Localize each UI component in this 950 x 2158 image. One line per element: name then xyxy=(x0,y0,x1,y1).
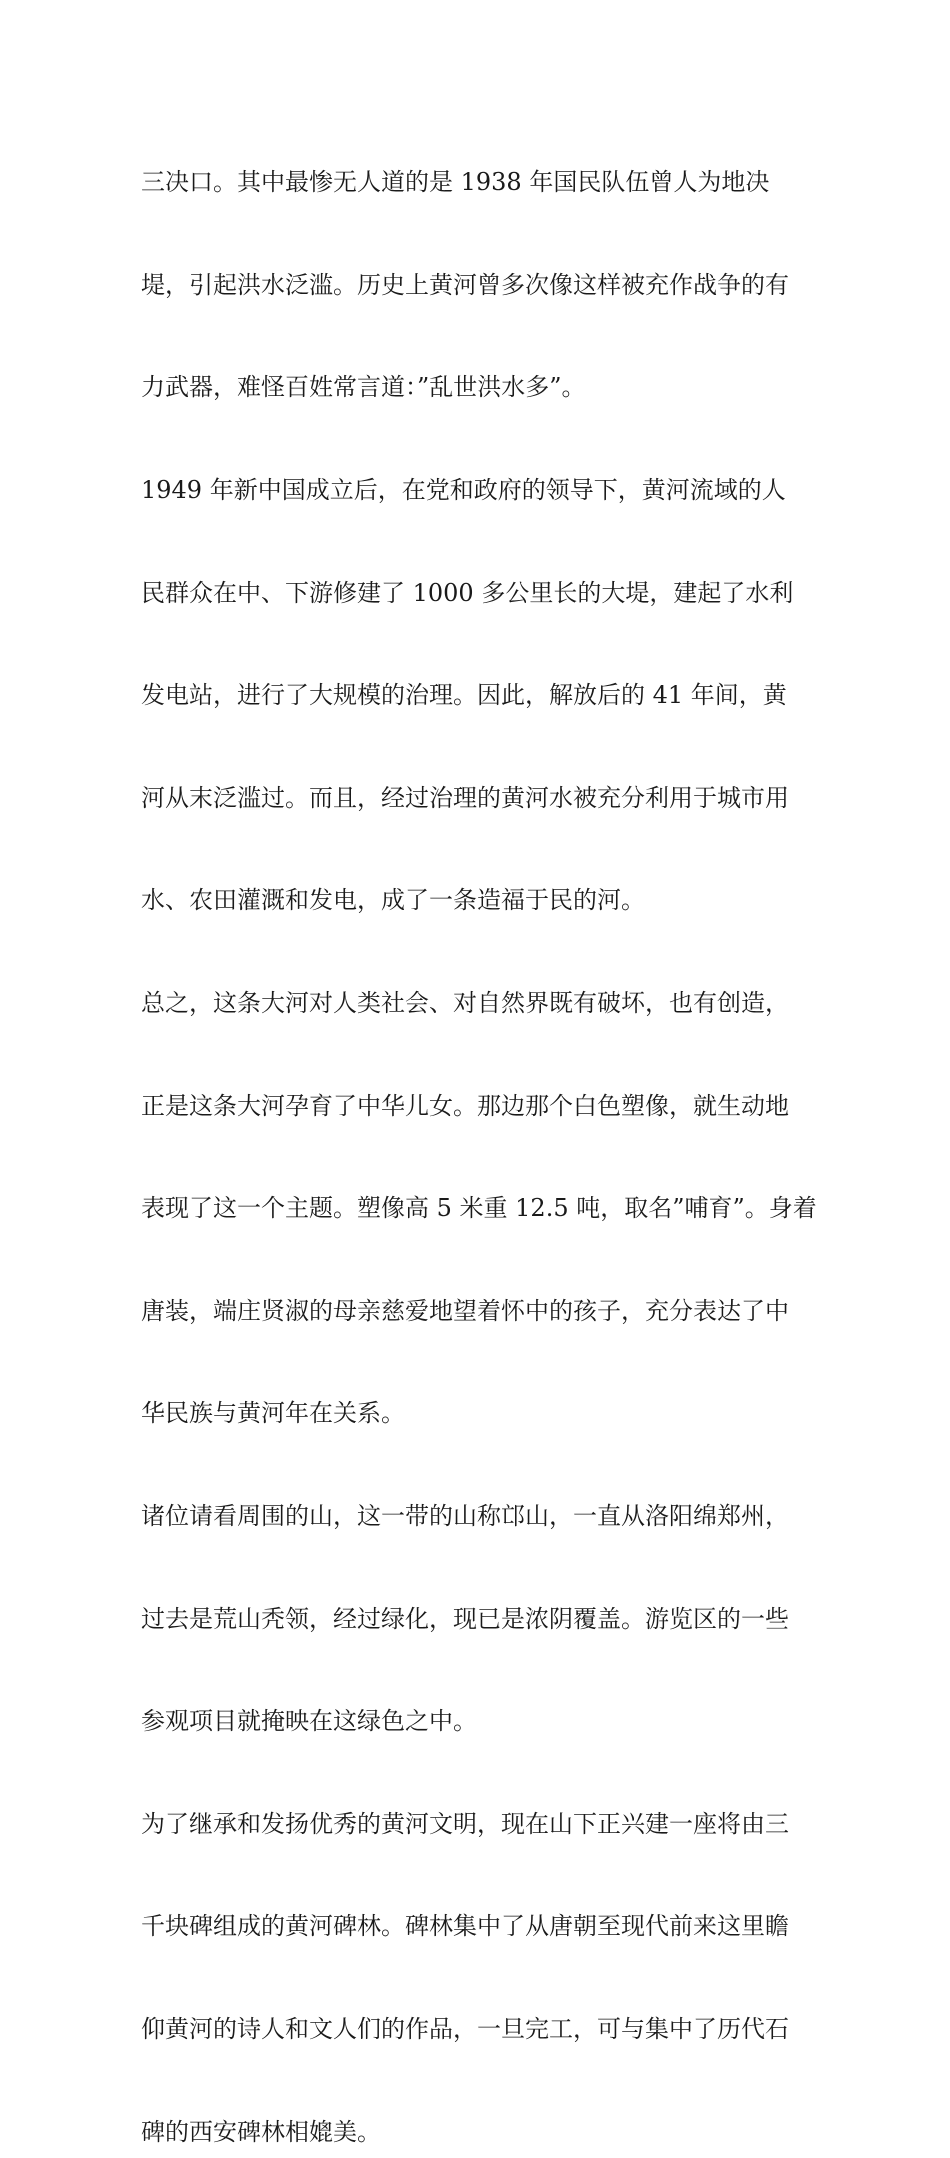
text-line: 碑的西安碑林相媲美。 xyxy=(141,2117,381,2146)
text-line: 1949 年新中国成立后，在党和政府的领导下，黄河流域的人 xyxy=(141,476,786,505)
body-text xyxy=(141,106,821,2158)
text-line: 华民族与黄河年在关系。 xyxy=(141,1399,405,1428)
text-line: 为了继承和发扬优秀的黄河文明，现在山下正兴建一座将由三 xyxy=(141,1809,789,1838)
paragraph-4 xyxy=(141,1440,821,1748)
text-line: 总之，这条大河对人类社会、对自然界既有破坏，也有创造， xyxy=(141,989,789,1018)
text-line: 仰黄河的诗人和文人们的作品，一旦完工，可与集中了历代石 xyxy=(141,2014,789,2043)
paragraph-5 xyxy=(141,1748,821,2158)
text-line: 力武器，难怪百姓常言道：”乱世洪水多”。 xyxy=(141,373,586,402)
text-line: 唐装，端庄贤淑的母亲慈爱地望着怀中的孩子，充分表达了中 xyxy=(141,1296,789,1325)
paragraph-2 xyxy=(141,414,821,927)
text-line: 千块碑组成的黄河碑林。碑林集中了从唐朝至现代前来这里瞻 xyxy=(141,1912,789,1941)
text-line: 参观项目就掩映在这绿色之中。 xyxy=(141,1707,477,1736)
text-line: 过去是荒山秃领，经过绿化，现已是浓阴覆盖。游览区的一些 xyxy=(141,1604,789,1633)
text-line: 河从末泛滥过。而且，经过治理的黄河水被充分利用于城市用 xyxy=(141,783,789,812)
paragraph-3 xyxy=(141,927,821,1440)
text-line: 发电站，进行了大规模的治理。因此，解放后的 41 年间，黄 xyxy=(141,681,787,710)
text-line: 正是这条大河孕育了中华儿女。那边那个白色塑像，就生动地 xyxy=(141,1091,789,1120)
text-line: 三决口。其中最惨无人道的是 1938 年国民队伍曾人为地决 xyxy=(141,168,770,197)
paragraph-1 xyxy=(141,106,821,414)
text-line: 民群众在中、下游修建了 1000 多公里长的大堤，建起了水利 xyxy=(141,578,794,607)
text-line: 表现了这一个主题。塑像高 5 米重 12.5 吨，取名”哺育”。身着 xyxy=(141,1194,817,1223)
text-line: 诸位请看周围的山，这一带的山称邙山，一直从洛阳绵郑州， xyxy=(141,1502,789,1531)
text-line: 堤，引起洪水泛滥。历史上黄河曾多次像这样被充作战争的有 xyxy=(141,270,789,299)
text-line: 水、农田灌溉和发电，成了一条造福于民的河。 xyxy=(141,886,645,915)
